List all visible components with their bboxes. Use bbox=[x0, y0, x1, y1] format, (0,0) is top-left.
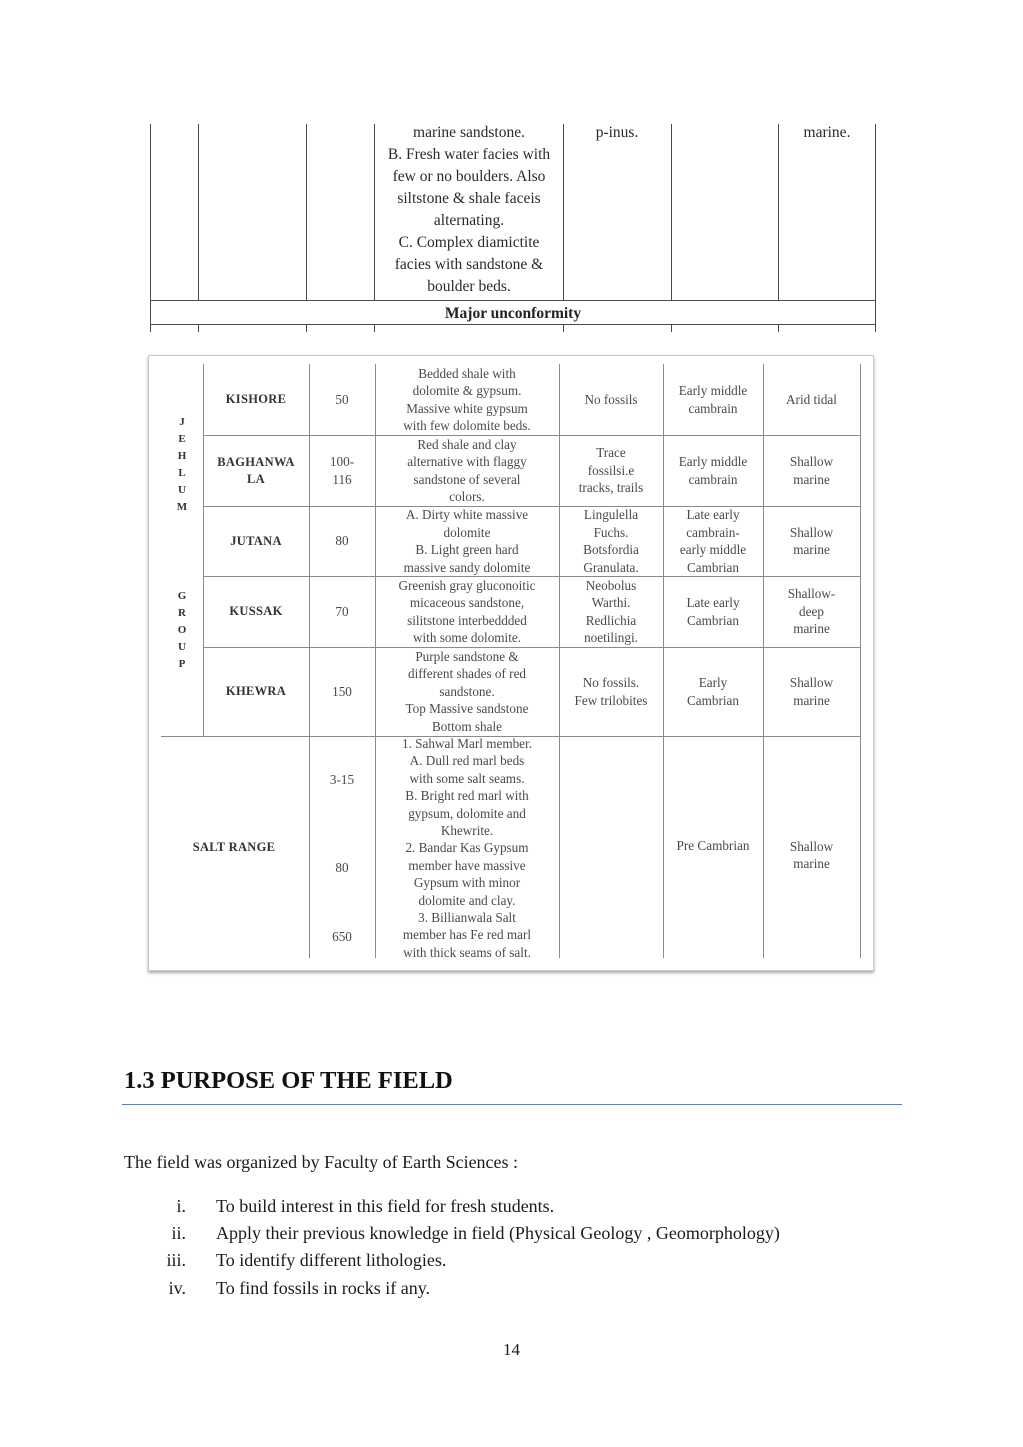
fossils-cell bbox=[561, 577, 661, 647]
formation-name bbox=[205, 391, 307, 408]
top-fossil-cell: p-inus. bbox=[595, 124, 639, 141]
lithology-description-line: sandstone. bbox=[439, 683, 495, 699]
top-description-line: boulder beds. bbox=[427, 278, 511, 295]
lithology-description-line: Bottom shale bbox=[432, 718, 502, 734]
jhelum-group-label bbox=[167, 414, 197, 516]
grid-vline bbox=[309, 364, 310, 958]
group-letter: M bbox=[176, 501, 188, 513]
formation-name bbox=[205, 454, 307, 488]
formation-name-line: KUSSAK bbox=[229, 604, 283, 618]
environment-cell bbox=[765, 453, 858, 488]
salt-range-description-line: Gypsum with minor bbox=[413, 875, 521, 891]
environment-cell-line: Shallow- bbox=[787, 586, 836, 602]
salt-range-description-line: member have massive bbox=[408, 857, 526, 873]
thickness-value bbox=[311, 453, 373, 488]
formation-name bbox=[205, 533, 307, 550]
salt-range-label bbox=[161, 839, 307, 856]
formation-name-line: KHEWRA bbox=[225, 684, 287, 698]
lithology-description-line: sandstone of several bbox=[413, 471, 521, 487]
thickness-value-line: 80 bbox=[335, 533, 349, 549]
salt-range-description-line: member has Fe red marl bbox=[402, 927, 532, 943]
age-cell-line: Late early bbox=[686, 595, 740, 610]
top-description-line: marine sandstone. bbox=[413, 124, 525, 141]
environment-cell-line: marine bbox=[793, 471, 830, 487]
salt-range-description-line: Khewrite. bbox=[440, 822, 494, 838]
age-cell-line: cambrain- bbox=[686, 524, 740, 540]
salt-range-description-line: with some salt seams. bbox=[409, 770, 525, 786]
lithology-description-line: dolomite bbox=[443, 524, 491, 540]
environment-cell bbox=[765, 585, 858, 638]
salt-thickness-value bbox=[311, 859, 373, 877]
age-cell bbox=[665, 674, 761, 709]
lithology-description-line: with few dolomite beds. bbox=[403, 418, 531, 433]
list-item-number: iv. bbox=[168, 1278, 186, 1298]
age-cell bbox=[665, 594, 761, 629]
list-item-text: Apply their previous knowledge in field (Physical Geology , Geomorphology) bbox=[216, 1223, 780, 1243]
fossils-cell-line: Redlichia bbox=[585, 612, 637, 628]
environment-cell-line: marine bbox=[793, 621, 830, 637]
stratigraphy-table bbox=[148, 355, 874, 971]
table-col-stub bbox=[374, 324, 375, 332]
age-cell bbox=[665, 382, 761, 417]
age-cell-line: Cambrian bbox=[686, 612, 739, 628]
age-cell-line: Late early bbox=[686, 507, 740, 522]
grid-vline bbox=[663, 364, 664, 958]
formation-name-line: JUTANA bbox=[230, 533, 282, 548]
lithology-description-line: Top Massive sandstone bbox=[405, 701, 529, 717]
table-col-divider bbox=[671, 124, 672, 300]
age-cell-line: Cambrian bbox=[686, 559, 739, 575]
age-cell-line: cambrain bbox=[688, 400, 738, 416]
age-cell-line: early middle bbox=[679, 542, 747, 557]
lithology-description bbox=[377, 506, 557, 576]
table-col-divider bbox=[306, 124, 307, 300]
environment-cell-line: Shallow bbox=[789, 454, 834, 469]
group-letter: G bbox=[177, 590, 187, 602]
top-description-line: few or no boulders. Also bbox=[392, 168, 546, 185]
salt-range-description-line: 2. Bandar Kas Gypsum bbox=[405, 840, 529, 856]
age-cell-line: Early middle bbox=[678, 383, 748, 398]
formation-name-line: BAGHANWA bbox=[217, 454, 295, 469]
list-item-text: To identify different lithologies. bbox=[216, 1250, 447, 1270]
lithology-description-line: Bedded shale with bbox=[418, 365, 516, 381]
table-rule bbox=[150, 300, 876, 301]
lithology-description-line: Massive white gypsum bbox=[406, 400, 528, 416]
group-letter: E bbox=[178, 433, 186, 445]
table-col-divider bbox=[198, 124, 199, 300]
fossils-cell-line: Botsfordia bbox=[583, 542, 639, 557]
thickness-value-line: 50 bbox=[335, 391, 349, 407]
fossils-cell-line: fossilsi.e bbox=[587, 462, 635, 478]
age-cell bbox=[665, 506, 761, 576]
table-rule bbox=[150, 324, 876, 325]
lithology-description-line: B. Light green hard bbox=[415, 542, 519, 557]
age-cell-line: Cambrian bbox=[686, 692, 739, 708]
salt-range-environment bbox=[765, 838, 858, 873]
salt-range-description-line: A. Dull red marl beds bbox=[409, 753, 525, 769]
fossils-cell-line: Granulata. bbox=[583, 559, 639, 575]
table-col-stub bbox=[306, 324, 307, 332]
major-unconformity-label: Major unconformity bbox=[444, 305, 582, 322]
fossils-cell-line: No fossils. bbox=[582, 675, 640, 690]
top-description-line: alternating. bbox=[433, 212, 505, 229]
thickness-value bbox=[311, 603, 373, 621]
salt-range-environment-line: marine bbox=[793, 856, 830, 871]
age-cell-line: cambrain bbox=[688, 471, 738, 487]
salt-range-description-line: dolomite and clay. bbox=[418, 892, 516, 908]
fossils-cell-line: tracks, trails bbox=[578, 480, 644, 496]
intro-paragraph: The field was organized by Faculty of Earth Sciences : bbox=[124, 1152, 519, 1172]
table-col-stub bbox=[198, 324, 199, 332]
formation-name bbox=[205, 683, 307, 700]
fossils-cell-line: Warthi. bbox=[591, 595, 631, 610]
environment-cell-line: Shallow bbox=[789, 675, 834, 690]
fossils-cell bbox=[561, 674, 661, 709]
lithology-description-line: Greenish gray gluconoitic bbox=[398, 577, 536, 593]
thickness-value-line: 100- bbox=[329, 454, 355, 469]
grid-vline bbox=[203, 364, 204, 736]
formation-name-line: KISHORE bbox=[225, 392, 287, 406]
environment-cell bbox=[765, 674, 858, 709]
lithology-description-line: alternative with flaggy bbox=[407, 454, 527, 469]
fossils-cell-line: Fuchs. bbox=[593, 524, 629, 540]
formation-name bbox=[205, 603, 307, 620]
list-item-number: iii. bbox=[166, 1250, 186, 1270]
list-item-text: To find fossils in rocks if any. bbox=[216, 1278, 431, 1298]
lithology-description-line: Red shale and clay bbox=[417, 436, 517, 452]
top-description-line: facies with sandstone & bbox=[394, 256, 544, 273]
fossils-cell-line: Few trilobites bbox=[574, 692, 648, 708]
group-letter: U bbox=[178, 484, 186, 496]
thickness-value-line: 116 bbox=[332, 471, 352, 487]
lithology-description-line: massive sandy dolomite bbox=[403, 559, 531, 575]
section-heading: 1.3 PURPOSE OF THE FIELD bbox=[124, 1067, 453, 1094]
list-item-number: ii. bbox=[171, 1223, 186, 1243]
table-col-divider bbox=[374, 124, 375, 300]
salt-range-description-line: 1. Sahwal Marl member. bbox=[401, 735, 532, 751]
grid-vline bbox=[860, 364, 861, 958]
list-item-text: To build interest in this field for fresh students. bbox=[216, 1196, 555, 1216]
lithology-description-line: different shades of red bbox=[407, 666, 527, 682]
top-description-line: siltstone & shale faceis bbox=[397, 190, 541, 207]
salt-thickness-value-line: 650 bbox=[332, 929, 352, 945]
list-item-number: i. bbox=[176, 1196, 186, 1216]
top-description-cell bbox=[376, 122, 562, 298]
table-col-stub bbox=[671, 324, 672, 332]
salt-range-description-line: gypsum, dolomite and bbox=[408, 805, 526, 821]
table-col-divider bbox=[563, 124, 564, 300]
lithology-description-line: A. Dirty white massive bbox=[405, 507, 529, 522]
age-cell bbox=[665, 453, 761, 488]
environment-cell-line: Arid tidal bbox=[786, 391, 837, 407]
lithology-description-line: with some dolomite. bbox=[412, 630, 522, 645]
environment-cell-line: deep bbox=[799, 603, 824, 619]
salt-range-age-line: Pre Cambrian bbox=[676, 838, 750, 854]
lithology-description bbox=[377, 365, 557, 435]
lithology-description-line: micaceous sandstone, bbox=[409, 595, 525, 610]
lithology-description bbox=[377, 648, 557, 736]
age-cell-line: Early bbox=[698, 675, 728, 690]
grid-vline bbox=[559, 364, 560, 958]
fossils-cell-line: noetilingi. bbox=[584, 630, 638, 645]
group-letter: P bbox=[178, 658, 186, 670]
group-label bbox=[167, 588, 197, 673]
table-col-stub bbox=[778, 324, 779, 332]
formation-name-line: LA bbox=[247, 471, 265, 486]
environment-cell-line: marine bbox=[793, 692, 830, 708]
top-description-line: B. Fresh water facies with bbox=[387, 146, 551, 163]
fossils-cell-line: Neobolus bbox=[585, 577, 637, 593]
salt-thickness-value-line: 80 bbox=[335, 860, 349, 876]
age-cell-line: Early middle bbox=[678, 454, 748, 469]
top-table-fragment bbox=[150, 124, 876, 332]
salt-thickness-value bbox=[311, 771, 373, 789]
thickness-value bbox=[311, 532, 373, 550]
lithology-description bbox=[377, 436, 557, 506]
salt-range-description-line: B. Bright red marl with bbox=[405, 788, 529, 804]
table-col-divider bbox=[778, 124, 779, 300]
group-letter: O bbox=[177, 624, 187, 636]
salt-range-description-line: 3. Billianwala Salt bbox=[418, 909, 516, 925]
top-description-line: C. Complex diamictite bbox=[398, 234, 540, 251]
group-letter: R bbox=[178, 607, 186, 619]
environment-cell-line: marine bbox=[793, 542, 830, 557]
fossils-cell-line: No fossils bbox=[584, 391, 638, 407]
group-letter: L bbox=[178, 467, 186, 479]
thickness-value-line: 150 bbox=[332, 683, 352, 699]
thickness-value-line: 70 bbox=[335, 603, 349, 619]
fossils-cell bbox=[561, 506, 661, 576]
salt-range-environment-line: Shallow bbox=[789, 838, 834, 854]
salt-thickness-value-line: 3-15 bbox=[329, 772, 355, 788]
lithology-description-line: silitstone interbeddded bbox=[407, 612, 527, 628]
environment-cell bbox=[765, 391, 858, 409]
grid-vline bbox=[763, 364, 764, 958]
salt-range-label-line: SALT RANGE bbox=[192, 839, 276, 854]
table-col-stub bbox=[563, 324, 564, 332]
thickness-value bbox=[311, 683, 373, 701]
grid-vline bbox=[375, 364, 376, 958]
salt-range-description bbox=[377, 735, 557, 961]
group-letter: H bbox=[177, 450, 187, 462]
environment-cell bbox=[765, 524, 858, 559]
environment-cell-line: Shallow bbox=[789, 524, 834, 540]
group-letter: J bbox=[179, 416, 185, 428]
lithology-description-line: dolomite & gypsum. bbox=[412, 383, 522, 398]
lithology-description-line: colors. bbox=[449, 489, 485, 504]
lithology-description bbox=[377, 577, 557, 647]
fossils-cell bbox=[561, 391, 661, 409]
fossils-cell bbox=[561, 444, 661, 497]
fossils-cell-line: Trace bbox=[596, 445, 626, 461]
salt-range-age bbox=[665, 837, 761, 855]
salt-range-description-line: with thick seams of salt. bbox=[403, 944, 531, 960]
lithology-description-line: Purple sandstone & bbox=[415, 648, 519, 664]
top-environment-cell: marine. bbox=[803, 124, 851, 141]
thickness-value bbox=[311, 391, 373, 409]
heading-divider bbox=[122, 1104, 902, 1105]
page-number: 14 bbox=[503, 1340, 520, 1359]
fossils-cell-line: Lingulella bbox=[583, 507, 639, 522]
salt-thickness-value bbox=[311, 928, 373, 946]
group-letter: U bbox=[178, 641, 186, 653]
